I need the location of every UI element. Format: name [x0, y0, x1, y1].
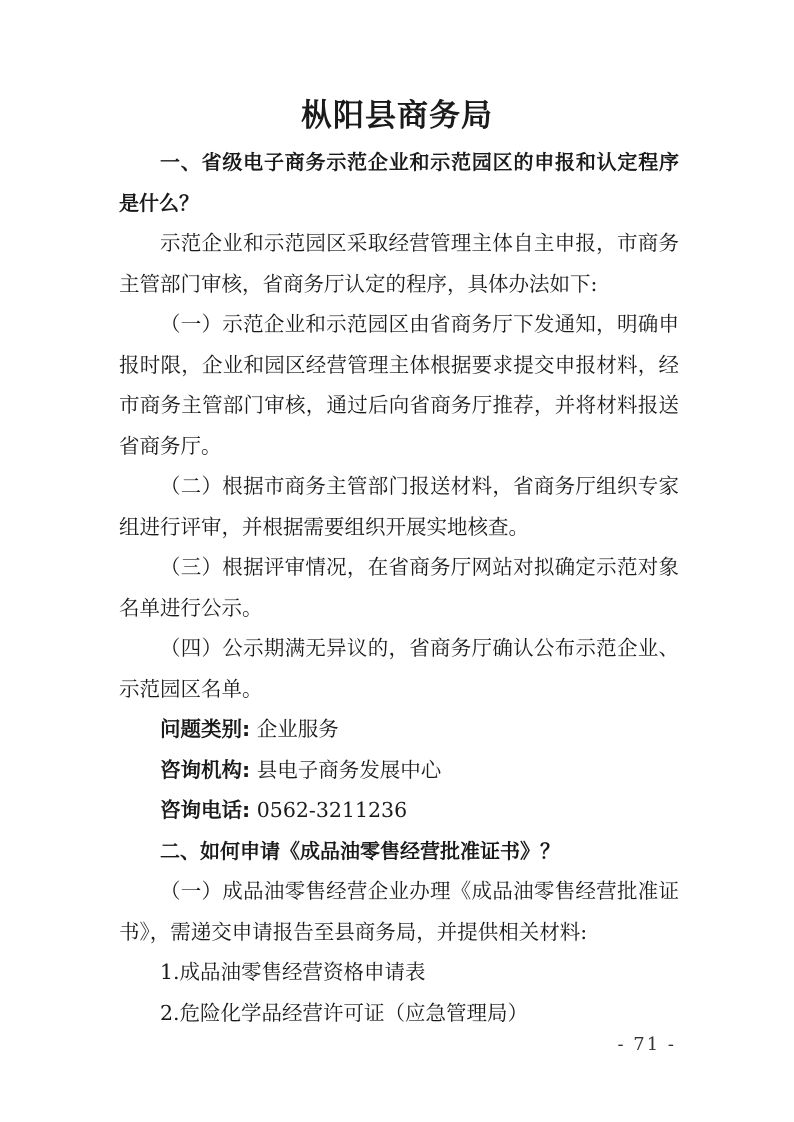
- consult-agency-label: 咨询机构:: [160, 757, 251, 782]
- section-2-heading: 二、如何申请《成品油零售经营批准证书》？: [160, 838, 560, 863]
- question-category-label: 问题类别:: [160, 717, 251, 741]
- section-1-heading: 一、省级电子商务示范企业和示范园区的申报和认定程序是什么？: [119, 150, 679, 215]
- section-2-item-2: 2.危险化学品经营许可证（应急管理局）: [160, 1000, 529, 1025]
- question-category-value: 企业服务: [256, 717, 339, 741]
- document-body: [119, 142, 679, 1033]
- section-1-step-1: （一）示范企业和示范园区由省商务厅下发通知，明确申报时限，企业和园区经营管理主体根据要求提交申报材料，经市商务主管部门审核，通过后向省商务厅推荐，并将材料报送省商务厅。: [119, 312, 679, 458]
- page-number: - 71 -: [617, 1034, 676, 1055]
- section-1-step-2: （二）根据市商务主管部门报送材料，省商务厅组织专家组进行评审，并根据需要组织开展实地核查。: [119, 474, 679, 539]
- document-title: 枞阳县商务局: [301, 98, 493, 134]
- consult-phone-row: [119, 790, 679, 831]
- consult-phone-label: 咨询电话:: [160, 798, 251, 822]
- question-category-row: [119, 709, 679, 750]
- section-1-step-3: （三）根据评审情况，在省商务厅网站对拟确定示范对象名单进行公示。: [119, 555, 679, 620]
- consult-agency-row: [119, 750, 679, 791]
- consult-phone-value: 0562-3211236: [256, 798, 408, 822]
- section-2-intro: （一）成品油零售经营企业办理《成品油零售经营批准证书》，需递交申请报告至县商务局，并提供相关材料:: [119, 879, 679, 944]
- section-2-item-1: 1.成品油零售经营资格申请表: [160, 960, 426, 984]
- section-1-intro: 示范企业和示范园区采取经营管理主体自主申报，市商务主管部门审核，省商务厅认定的程序，具体办法如下:: [119, 231, 679, 296]
- section-1-step-4: （四）公示期满无异议的，省商务厅确认公布示范企业、示范园区名单。: [119, 636, 679, 701]
- consult-agency-value: 县电子商务发展中心: [256, 757, 442, 782]
